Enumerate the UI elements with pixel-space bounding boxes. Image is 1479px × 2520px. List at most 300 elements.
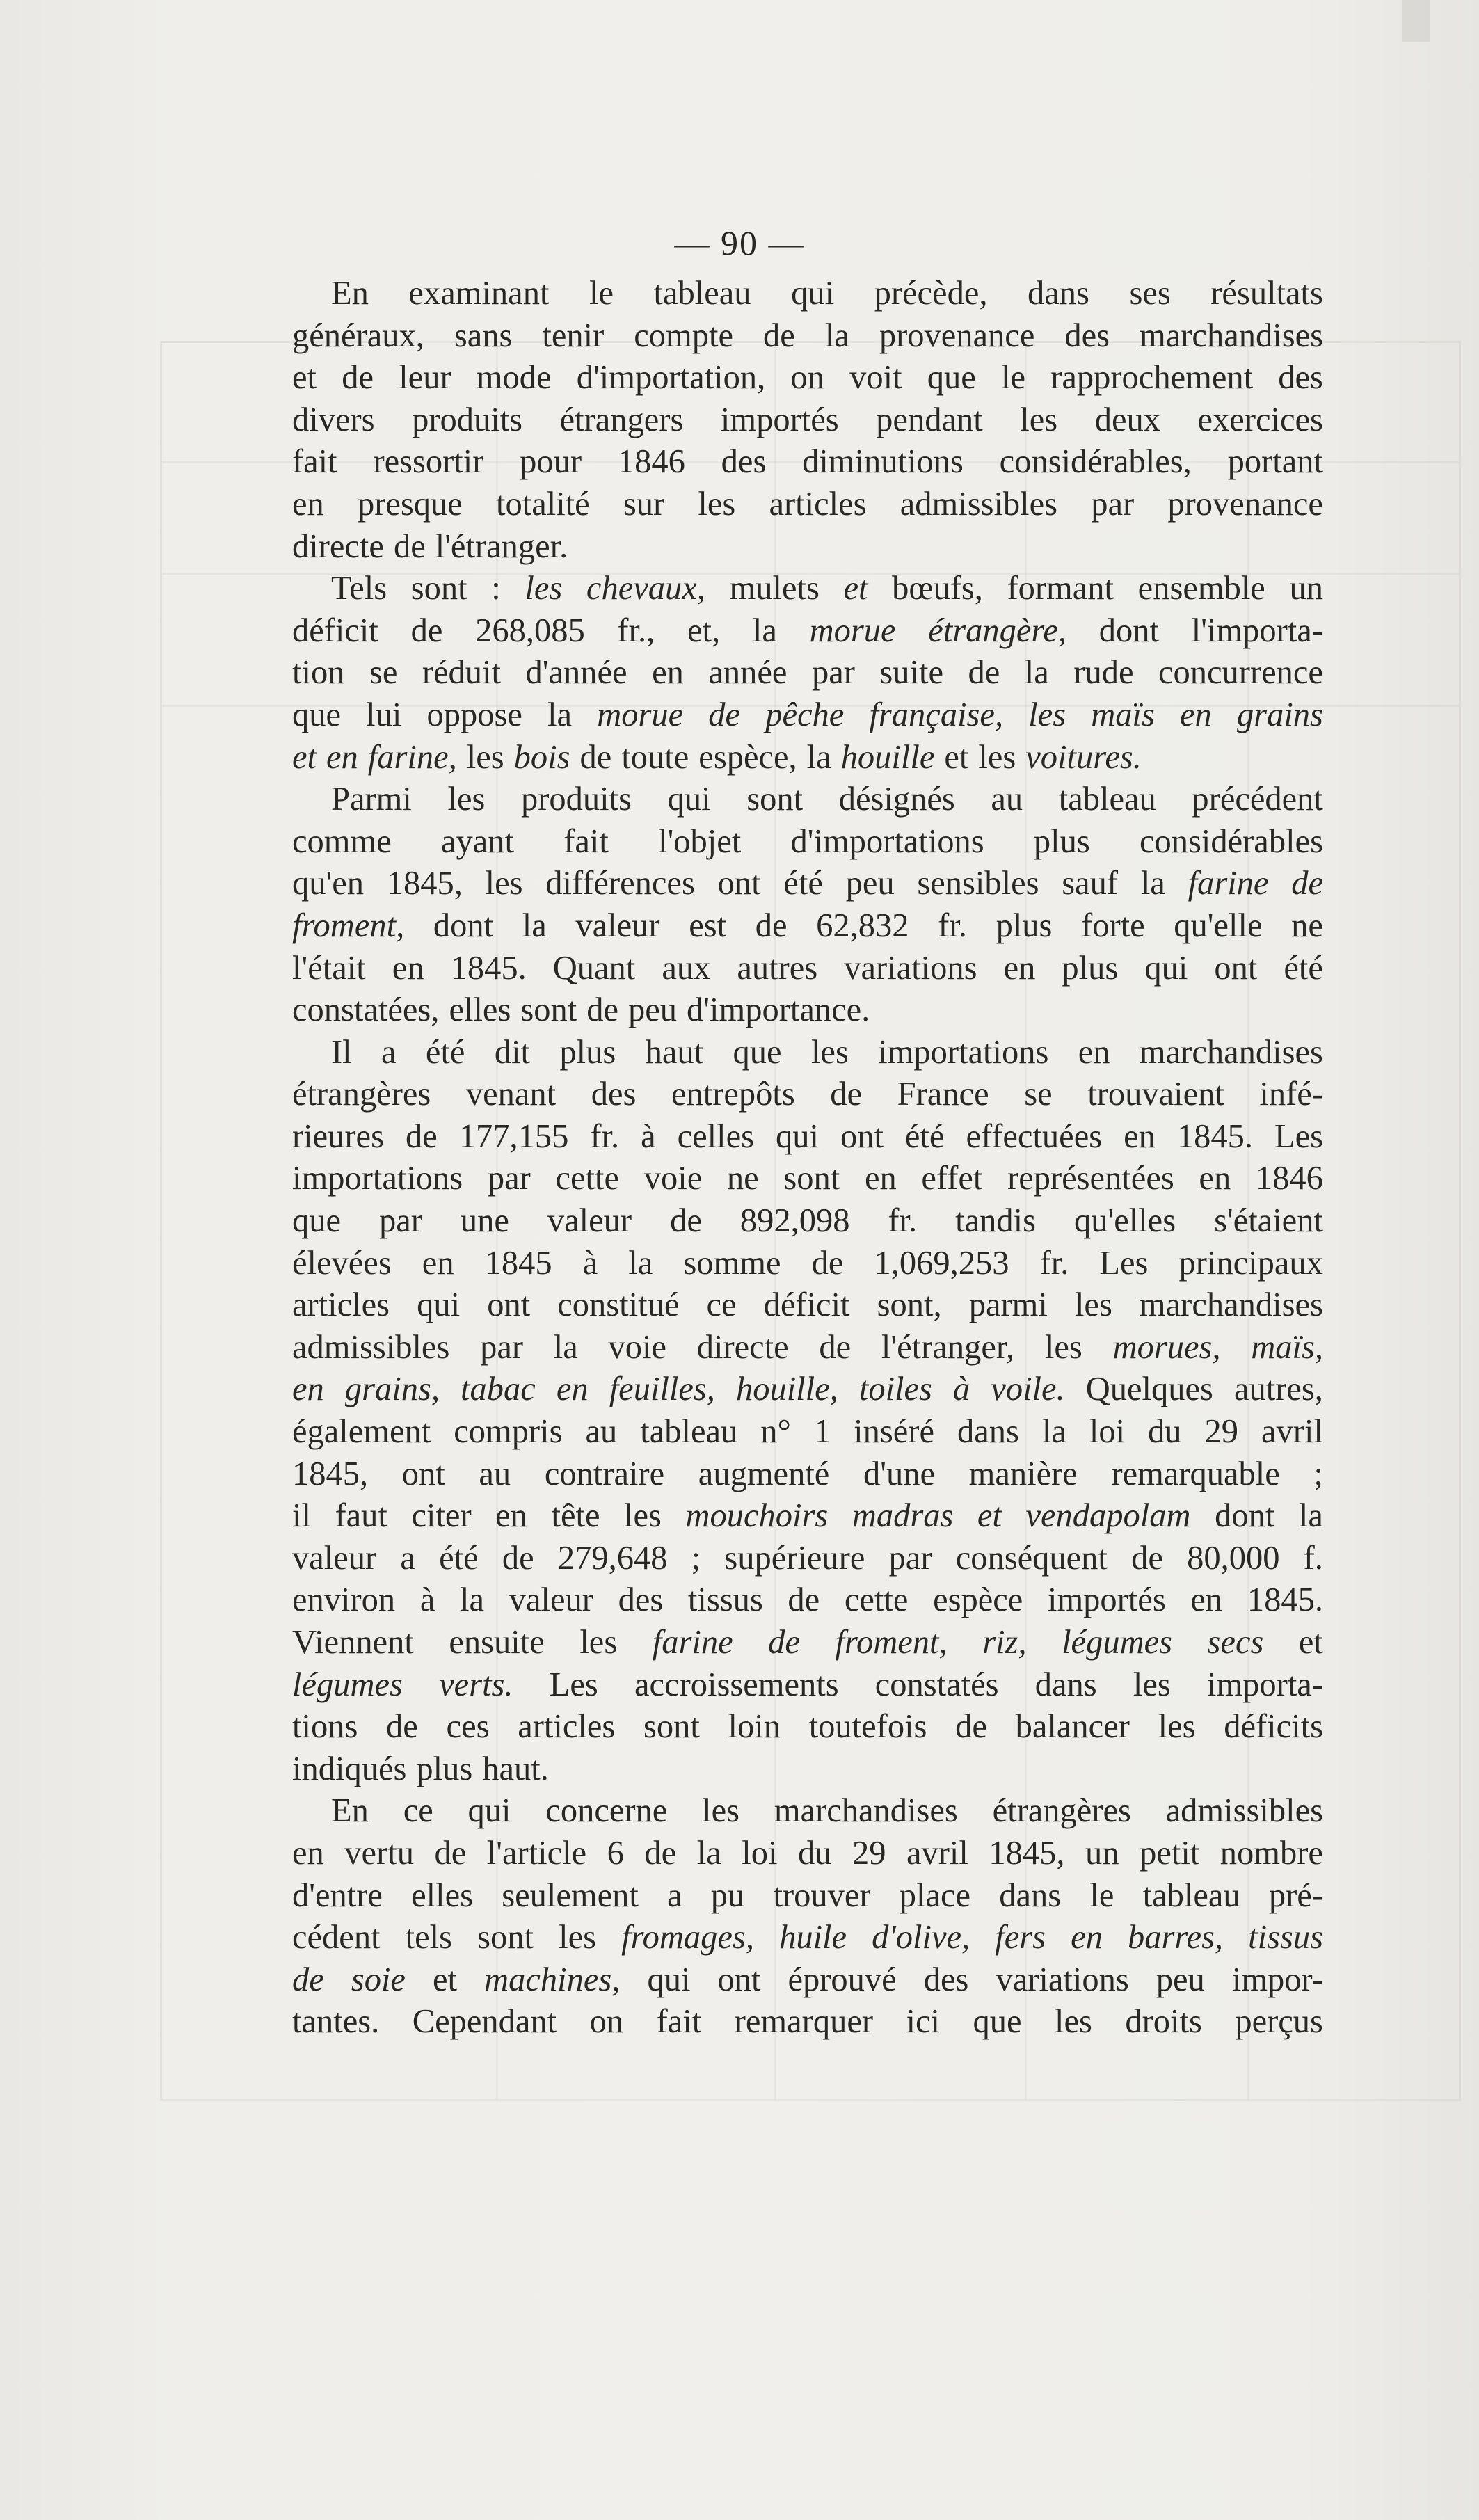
word: 1845,: [292, 1455, 369, 1492]
word: et,: [687, 612, 721, 649]
word: ressortir: [373, 443, 484, 481]
word: compris: [454, 1413, 563, 1451]
word: qui: [417, 1286, 461, 1324]
word: qui: [667, 781, 711, 818]
word: à: [641, 1117, 656, 1155]
word: conséquent: [955, 1539, 1108, 1577]
word: de: [393, 527, 426, 565]
word: sont: [520, 991, 577, 1029]
word: constitué: [557, 1286, 680, 1324]
word: les: [1074, 1286, 1112, 1324]
text-line: [292, 694, 1323, 737]
word: s'étaient: [1214, 1202, 1323, 1240]
text-line: [292, 1959, 1323, 2002]
word: en: [1071, 1919, 1103, 1956]
word: la: [460, 1581, 485, 1619]
word: venant: [465, 1076, 557, 1113]
text-line: [292, 1495, 1323, 1538]
word: sont: [477, 1919, 534, 1956]
word: sur: [623, 485, 665, 523]
word: les: [1133, 1666, 1171, 1703]
word: et: [292, 359, 317, 397]
body-text: [292, 273, 1323, 2043]
word: deux: [1094, 401, 1160, 438]
word: valeur: [547, 1202, 632, 1240]
word: pour: [520, 443, 582, 481]
word: des: [618, 1581, 664, 1619]
word: haut: [645, 1033, 704, 1071]
word: fr.: [938, 907, 967, 944]
word: sauf: [1062, 865, 1119, 902]
word: dans: [1034, 1666, 1097, 1703]
word: l'importa-: [1191, 612, 1323, 649]
word: accroissements: [634, 1666, 839, 1703]
word: concurrence: [1158, 654, 1323, 692]
word: marchandises: [1139, 1286, 1323, 1324]
word: la: [553, 1328, 578, 1366]
word: tête: [551, 1497, 600, 1535]
word: cédent: [292, 1919, 381, 1956]
word: barres,: [1128, 1919, 1224, 1956]
word: que: [292, 696, 342, 733]
text-line: [292, 1369, 1323, 1411]
word: admissibles: [1165, 1792, 1323, 1830]
word: été: [1284, 949, 1323, 987]
word: avril: [906, 1834, 968, 1872]
word: plus: [416, 1750, 473, 1787]
word: de: [819, 1328, 852, 1366]
word: indiqués: [292, 1750, 407, 1787]
word: 1846: [1255, 1160, 1323, 1197]
word: bois: [513, 738, 570, 776]
word: France: [897, 1076, 989, 1113]
word: secs: [1207, 1624, 1264, 1661]
word: ce: [706, 1286, 737, 1324]
word: la: [1024, 654, 1049, 692]
word: dont: [433, 907, 494, 944]
word: oppose: [426, 696, 522, 733]
word: française,: [869, 696, 1004, 733]
text-line: [292, 863, 1323, 905]
word: verts.: [439, 1666, 513, 1703]
text-line: [292, 1453, 1323, 1496]
word: elles: [411, 1876, 474, 1914]
word: ont: [487, 1286, 531, 1324]
word: par: [487, 1160, 531, 1197]
word: forte: [1081, 907, 1145, 944]
word: importés: [1047, 1581, 1166, 1619]
word: entrepôts: [671, 1076, 795, 1113]
word: infé-: [1259, 1076, 1323, 1113]
word: augmenté: [698, 1455, 830, 1492]
word: ici: [906, 2003, 940, 2041]
word: de: [768, 1624, 800, 1661]
word: importations: [292, 1160, 463, 1197]
word: autres: [737, 949, 818, 987]
word: valeur: [509, 1581, 593, 1619]
word: déficit: [763, 1286, 850, 1324]
word: madras: [852, 1497, 954, 1535]
text-line: [292, 2001, 1323, 2043]
word: Les: [1099, 1244, 1149, 1282]
text-line: [292, 1790, 1323, 1833]
word: fait: [292, 443, 337, 481]
text-line: [292, 1664, 1323, 1707]
word: remarquable: [1111, 1455, 1280, 1492]
word: trouvaient: [1087, 1076, 1224, 1113]
word: différences: [545, 865, 695, 902]
word: effet: [921, 1160, 983, 1197]
text-line: [292, 1243, 1323, 1285]
word: à: [582, 1244, 598, 1282]
word: la: [1041, 1413, 1066, 1451]
text-line: [292, 1833, 1323, 1875]
word: cette: [844, 1581, 909, 1619]
word: importa-: [1206, 1666, 1323, 1703]
word: impor-: [1231, 1961, 1323, 1998]
word: un: [1085, 1834, 1119, 1872]
word: toutefois: [808, 1708, 927, 1746]
word: en: [422, 1244, 454, 1282]
text-line: [292, 821, 1323, 863]
word: en: [556, 1371, 589, 1408]
page-edge-mark: [1402, 0, 1430, 42]
word: grains,: [344, 1371, 440, 1408]
word: dont: [1215, 1497, 1275, 1535]
word: tableau: [1142, 1876, 1240, 1914]
word: ayant: [440, 822, 515, 860]
text-line: [292, 315, 1323, 358]
word: Quelques: [1085, 1371, 1213, 1408]
word: 1845,: [386, 865, 463, 902]
word: de: [955, 1708, 987, 1746]
word: se: [1024, 1076, 1053, 1113]
word: année: [708, 654, 788, 692]
word: somme: [683, 1244, 781, 1282]
word: ont: [1214, 949, 1258, 987]
word: soie: [351, 1961, 406, 1998]
word: par: [888, 1539, 932, 1577]
word: provenance: [1167, 485, 1323, 523]
word: par: [811, 654, 855, 692]
word: de: [830, 1076, 863, 1113]
word: sont: [410, 570, 467, 607]
word: place: [899, 1876, 971, 1914]
word: a: [400, 1539, 415, 1577]
word: diminutions: [802, 443, 964, 481]
word: des: [1064, 317, 1110, 354]
text-line: [292, 526, 1323, 568]
word: riz,: [982, 1624, 1027, 1661]
word: presque: [357, 485, 463, 523]
word: vendapolam: [1025, 1497, 1191, 1535]
word: représentées: [1007, 1160, 1174, 1197]
word: concerne: [545, 1792, 668, 1830]
word: que: [973, 2003, 1022, 2041]
text-line: [292, 273, 1323, 315]
word: fr.: [888, 1202, 918, 1240]
word: pré-: [1268, 1876, 1323, 1914]
word: et: [944, 738, 969, 776]
word: variations: [844, 949, 977, 987]
word: de: [502, 1539, 534, 1577]
word: ;: [1313, 1455, 1323, 1492]
word: considérables,: [999, 443, 1192, 481]
word: suite: [879, 654, 943, 692]
word: maïs: [1091, 696, 1155, 733]
word: la: [824, 317, 849, 354]
word: nombre: [1220, 1834, 1323, 1872]
word: qu'elle: [1174, 907, 1263, 944]
word: qui: [647, 1961, 691, 1998]
word: En: [331, 275, 369, 312]
word: bœufs,: [892, 570, 983, 607]
word: cette: [555, 1160, 620, 1197]
text-line: [292, 1200, 1323, 1243]
word: comme: [292, 822, 392, 860]
word: produits: [412, 401, 523, 438]
word: huile: [779, 1919, 847, 1956]
word: en: [292, 485, 324, 523]
word: mode: [476, 359, 552, 397]
word: la: [1140, 865, 1165, 902]
word: farine: [652, 1624, 733, 1661]
word: directe: [696, 1328, 789, 1366]
word: en: [1180, 696, 1212, 733]
word: Cependant: [412, 2003, 557, 2041]
word: les: [485, 865, 523, 902]
word: fromages,: [621, 1919, 754, 1956]
word: citer: [411, 1497, 472, 1535]
word: pêche: [765, 696, 845, 733]
word: perçus: [1235, 2003, 1323, 2041]
text-line: [292, 1411, 1323, 1453]
word: plus: [559, 1033, 616, 1071]
word: ont: [840, 1117, 884, 1155]
word: est: [689, 907, 727, 944]
word: tissus: [1248, 1919, 1323, 1956]
word: remarquer: [734, 2003, 874, 2041]
word: machines,: [484, 1961, 621, 1998]
word: un: [1289, 570, 1323, 607]
word: et: [977, 1497, 1002, 1535]
word: 279,648: [557, 1539, 668, 1577]
word: le: [1089, 1876, 1114, 1914]
word: peu: [845, 865, 895, 902]
word: a: [381, 1033, 397, 1071]
text-line: [292, 441, 1323, 484]
word: parmi: [968, 1286, 1048, 1324]
word: fr.: [590, 1117, 620, 1155]
word: éprouvé: [788, 1961, 897, 1998]
word: constatées,: [292, 991, 440, 1029]
word: qu'elles: [1073, 1202, 1176, 1240]
word: qui: [467, 1792, 511, 1830]
word: à: [952, 1371, 970, 1408]
word: déficit: [292, 612, 378, 649]
word: admissibles: [292, 1328, 450, 1366]
word: ont: [717, 865, 761, 902]
word: l'étranger.: [435, 527, 568, 565]
word: en: [652, 654, 684, 692]
word: farine: [1188, 865, 1269, 902]
word: articles: [518, 1708, 616, 1746]
word: En: [331, 1792, 369, 1830]
word: elles: [449, 991, 511, 1029]
word: produits: [521, 781, 632, 818]
word: dans: [1028, 275, 1089, 312]
word: précédent: [1192, 781, 1323, 818]
word: ce: [403, 1792, 433, 1830]
word: d'importations: [790, 822, 984, 860]
word: vertu: [344, 1834, 414, 1872]
word: d'entre: [292, 1876, 383, 1914]
word: en: [326, 738, 358, 776]
word: de: [1291, 865, 1323, 902]
word: les: [1054, 2003, 1092, 2041]
word: de: [708, 696, 741, 733]
word: qui: [1144, 949, 1188, 987]
word: en: [864, 1160, 897, 1197]
word: de: [788, 1581, 820, 1619]
word: sont,: [877, 1286, 942, 1324]
word: voie: [643, 1160, 703, 1197]
text-line: [292, 1622, 1323, 1664]
word: Parmi: [331, 781, 412, 818]
word: tandis: [955, 1202, 1036, 1240]
text-line: [292, 1917, 1323, 1959]
word: mouchoirs: [685, 1497, 829, 1535]
word: portant: [1227, 443, 1323, 481]
word: se: [369, 654, 398, 692]
word: compte: [634, 317, 734, 354]
word: ensuite: [449, 1624, 545, 1661]
text-line: [292, 484, 1323, 526]
word: supérieure: [724, 1539, 865, 1577]
word: farine,: [367, 738, 457, 776]
word: du: [1148, 1413, 1182, 1451]
word: celles: [677, 1117, 754, 1155]
word: 80,000: [1187, 1539, 1280, 1577]
word: considérables: [1139, 822, 1323, 860]
word: 1845.: [1176, 1117, 1253, 1155]
word: les: [1158, 1708, 1196, 1746]
word: été: [439, 1539, 479, 1577]
word: étrangère,: [928, 612, 1067, 649]
word: par: [1091, 485, 1135, 523]
word: peu: [627, 991, 677, 1029]
word: rapprochement: [1050, 359, 1254, 397]
word: 268,085: [475, 612, 585, 649]
word: réduit: [422, 654, 501, 692]
word: balancer: [1015, 1708, 1130, 1746]
word: le: [589, 275, 614, 312]
word: la: [752, 612, 777, 649]
word: fait: [656, 2003, 702, 2041]
word: de: [434, 1834, 467, 1872]
word: d'année: [525, 654, 627, 692]
word: ne: [1291, 907, 1323, 944]
word: dans: [999, 1876, 1062, 1914]
word: morue: [597, 696, 684, 733]
word: les: [978, 738, 1016, 776]
text-line: [292, 989, 1323, 1032]
word: étrangers: [559, 401, 684, 438]
word: tion: [292, 654, 345, 692]
word: sans: [454, 317, 513, 354]
word: morue: [809, 612, 896, 649]
word: le: [1001, 359, 1026, 397]
word: l'était: [292, 949, 366, 987]
word: Viennent: [292, 1624, 414, 1661]
word: étrangères: [992, 1792, 1131, 1830]
page-number: — 90 —: [674, 223, 805, 262]
word: petit: [1140, 1834, 1200, 1872]
word: tableau: [653, 275, 751, 312]
word: de: [405, 1117, 438, 1155]
word: la: [628, 1244, 653, 1282]
word: ces: [446, 1708, 490, 1746]
word: dans: [957, 1413, 1019, 1451]
word: que: [733, 1033, 782, 1071]
word: loin: [728, 1708, 781, 1746]
word: principaux: [1178, 1244, 1323, 1282]
word: sont: [783, 1160, 840, 1197]
word: les: [559, 1919, 596, 1956]
word: qui: [791, 275, 835, 312]
word: de: [670, 1202, 702, 1240]
word: on: [589, 2003, 624, 2041]
word: directe: [292, 527, 384, 565]
word: lui: [366, 696, 402, 733]
word: et: [843, 570, 868, 607]
text-line: [292, 1875, 1323, 1917]
word: tableau: [640, 1413, 738, 1451]
word: en: [1124, 1117, 1156, 1155]
word: déficits: [1224, 1708, 1323, 1746]
word: de: [755, 907, 788, 944]
word: des: [923, 1961, 969, 1998]
word: les: [1028, 696, 1066, 733]
word: fr.: [1039, 1244, 1069, 1282]
text-line: [292, 399, 1323, 442]
word: n°: [760, 1413, 791, 1451]
word: en: [495, 1497, 527, 1535]
word: pu: [710, 1876, 745, 1914]
text-line: [292, 1706, 1323, 1748]
word: été: [904, 1117, 945, 1155]
word: sont: [643, 1708, 700, 1746]
word: étrangères: [292, 1076, 431, 1113]
word: a: [667, 1876, 682, 1914]
text-line: [292, 1538, 1323, 1580]
word: tabac: [461, 1371, 536, 1408]
word: rude: [1073, 654, 1134, 692]
word: Les: [1274, 1117, 1323, 1155]
word: de: [968, 654, 1000, 692]
word: tantes.: [292, 2003, 380, 2041]
word: espèce: [933, 1581, 1023, 1619]
word: et: [433, 1961, 458, 1998]
word: 62,832: [816, 907, 909, 944]
text-line: [292, 948, 1323, 990]
word: feuilles,: [609, 1371, 715, 1408]
word: ensemble: [1137, 570, 1265, 607]
word: fait: [563, 822, 609, 860]
word: de: [292, 1961, 324, 1998]
word: toute: [621, 738, 689, 776]
word: été: [425, 1033, 465, 1071]
